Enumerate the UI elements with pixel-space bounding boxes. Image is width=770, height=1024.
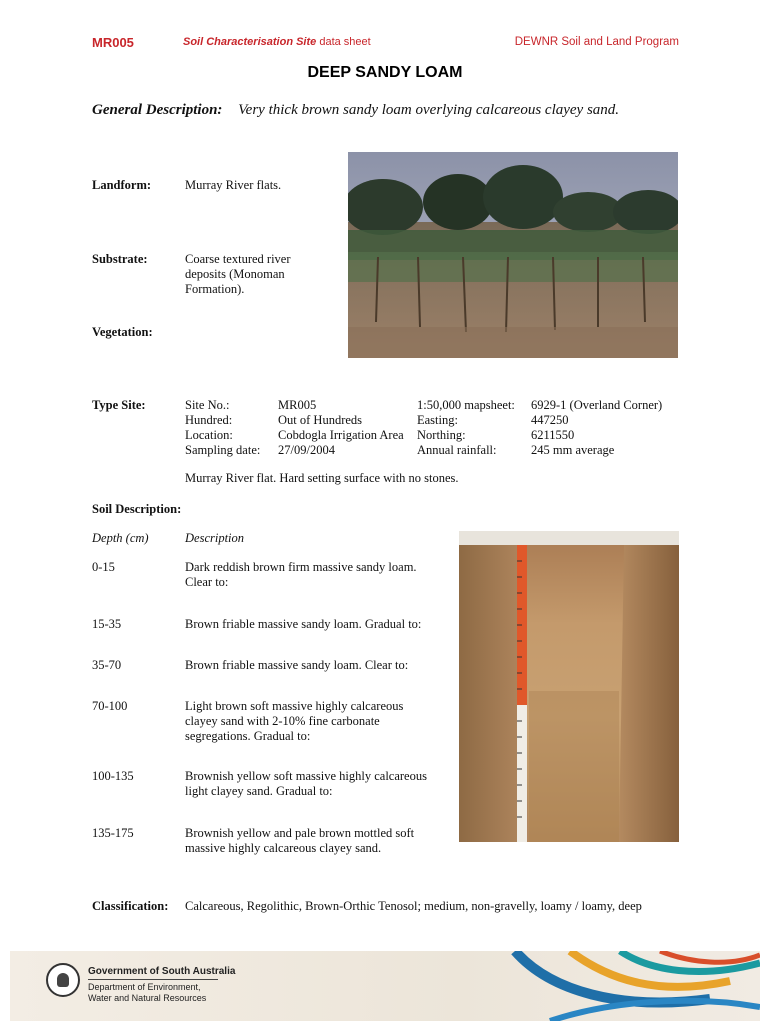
horizon-line: light clayey sand. Gradual to: (185, 784, 333, 798)
landform-label: Landform: (92, 178, 152, 192)
horizon-line: Brownish yellow soft massive highly calcareous (185, 769, 427, 783)
site-code: MR005 (92, 35, 134, 50)
site-field-label: 1:50,000 mapsheet: (417, 398, 515, 412)
description-header: Description (185, 531, 245, 545)
site-field-value: Cobdogla Irrigation Area (278, 428, 404, 442)
government-title: Government of South Australia (88, 966, 236, 977)
site-field-label: Site No.: (185, 398, 230, 412)
site-field-label: Sampling date: (185, 443, 261, 457)
landform-value: Murray River flats. (185, 178, 282, 192)
horizon-line: Brown friable massive sandy loam. Clear to: (185, 658, 409, 672)
site-field-label: Easting: (417, 413, 458, 427)
horizon-line: Dark reddish brown firm massive sandy loam. (185, 560, 417, 574)
soil-profile-photo (459, 531, 679, 842)
soil-description-label: Soil Description: (92, 502, 182, 516)
classification-label: Classification: (92, 899, 169, 913)
type-site-values-1 (278, 398, 404, 458)
horizon-description (185, 658, 408, 673)
government-divider (88, 979, 218, 980)
general-description-text: Very thick brown sandy loam overlying calcareous clayey sand. (238, 102, 620, 118)
site-field-value: 27/09/2004 (278, 443, 335, 457)
site-field-value: 245 mm average (531, 443, 615, 457)
horizon-line: Brown friable massive sandy loam. Gradual to: (185, 617, 422, 631)
site-field-label: Hundred: (185, 413, 233, 427)
horizon-depth: 0-15 (92, 560, 115, 574)
substrate-line: Coarse textured river (185, 252, 291, 266)
classification-value: Calcareous, Regolithic, Brown-Orthic Tenosol; medium, non-gravelly, loamy / loamy, deep (185, 899, 642, 913)
horizon-depth: 70-100 (92, 699, 128, 713)
substrate-value (185, 252, 291, 297)
sheet-type-rest: data sheet (319, 36, 371, 48)
horizon-description (185, 769, 427, 799)
site-field-label: Location: (185, 428, 233, 442)
site-field-label: Annual rainfall: (417, 443, 497, 457)
vegetation-label: Vegetation: (92, 325, 153, 339)
department-line: Department of Environment, (88, 982, 201, 992)
site-field-value: Out of Hundreds (278, 413, 363, 427)
horizon-description (185, 826, 414, 856)
department-line: Water and Natural Resources (88, 993, 207, 1003)
site-note: Murray River flat. Hard setting surface with no stones. (185, 471, 459, 485)
horizon-line: Light brown soft massive highly calcareous (185, 699, 404, 713)
horizon-description (185, 560, 417, 590)
crest-icon (46, 963, 80, 997)
horizon-description (185, 699, 403, 744)
horizon-description (185, 617, 421, 632)
program-name: DEWNR Soil and Land Program (514, 36, 679, 48)
site-field-label: Northing: (417, 428, 466, 442)
type-site-label: Type Site: (92, 398, 146, 412)
horizon-depth: 135-175 (92, 826, 134, 840)
type-site-labels-2 (417, 398, 515, 458)
site-field-value: 6929-1 (Overland Corner) (531, 398, 663, 412)
horizon-line: massive highly calcareous clayey sand. (185, 841, 382, 855)
horizon-depth: 35-70 (92, 658, 122, 672)
department-name (88, 982, 248, 1004)
substrate-label: Substrate: (92, 252, 148, 266)
horizon-depth: 100-135 (92, 769, 134, 783)
site-field-value: 447250 (531, 413, 569, 427)
general-description-label: General Description: (92, 102, 223, 118)
general-description (92, 102, 619, 119)
site-field-value: MR005 (278, 398, 317, 412)
substrate-line: Formation). (185, 282, 245, 296)
depth-header: Depth (cm) (92, 531, 149, 545)
sheet-type-bold: Soil Characterisation Site (183, 36, 317, 48)
landscape-photo (348, 152, 678, 358)
page-title: DEEP SANDY LOAM (307, 64, 463, 81)
sheet-type (183, 36, 371, 48)
horizon-depth: 15-35 (92, 617, 122, 631)
horizon-line: segregations. Gradual to: (185, 729, 311, 743)
substrate-line: deposits (Monoman (185, 267, 285, 281)
type-site-values-2 (531, 398, 662, 458)
site-field-value: 6211550 (531, 428, 575, 442)
horizon-line: Clear to: (185, 575, 229, 589)
horizon-line: clayey sand with 2-10% fine carbonate (185, 714, 380, 728)
horizon-line: Brownish yellow and pale brown mottled soft (185, 826, 415, 840)
type-site-labels-1 (185, 398, 260, 458)
